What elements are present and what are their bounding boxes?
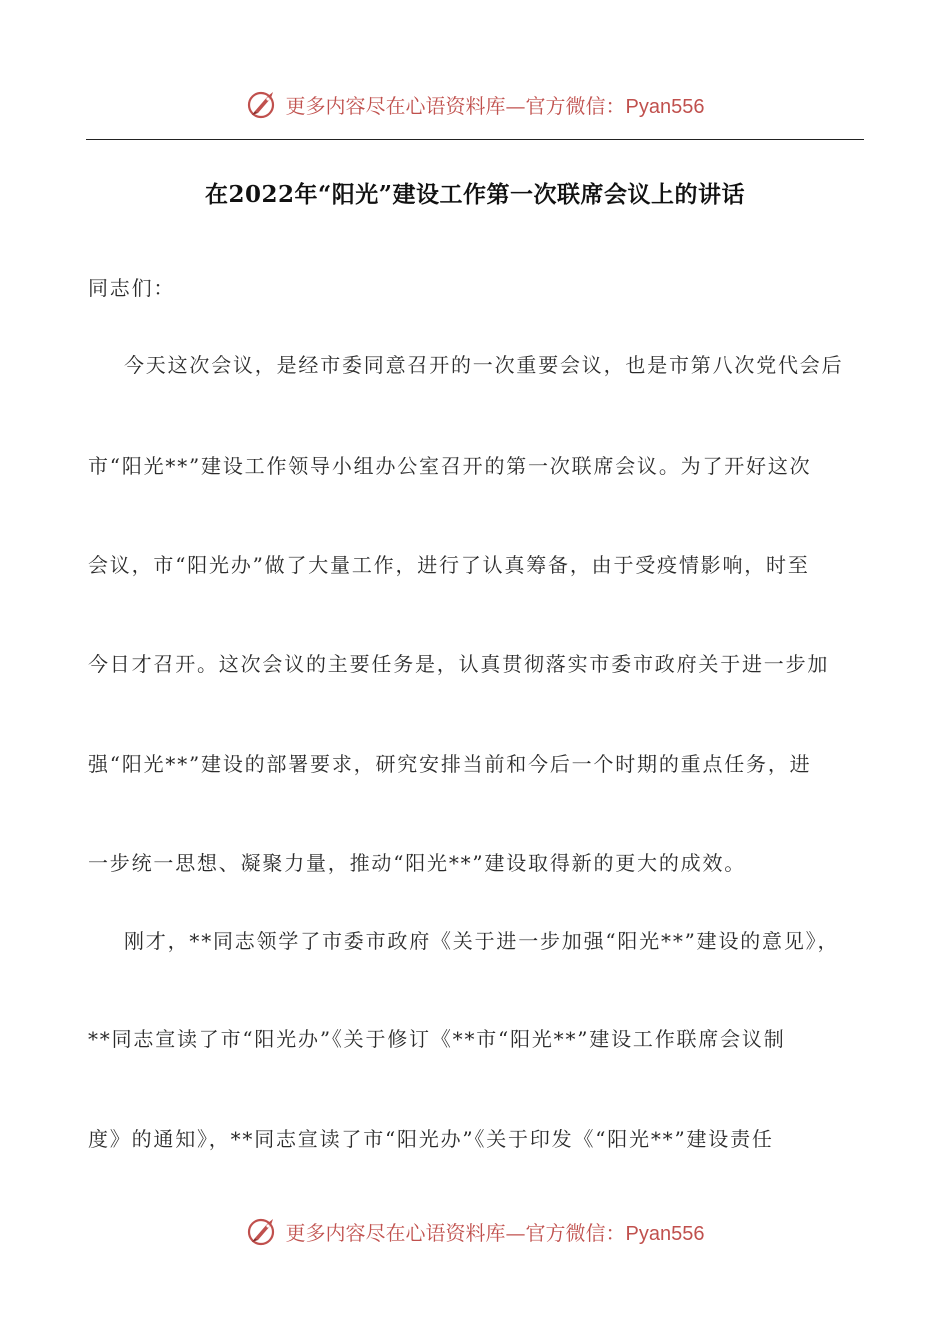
document-title: 在2022年“阳光”建设工作第一次联席会议上的讲话	[205, 181, 745, 208]
body-line: 市“阳光**”建设工作领导小组办公室召开的第一次联席会议。为了开好这次	[88, 454, 812, 478]
footer-watermark	[0, 1211, 950, 1251]
header-divider	[86, 139, 864, 140]
watermark-wechat-id: Pyan556	[625, 95, 705, 118]
body-line: 今日才召开。这次会议的主要任务是，认真贯彻落实市委市政府关于进一步加	[88, 652, 830, 676]
watermark-wechat-id: Pyan556	[625, 1222, 705, 1245]
pen-nib-logo-icon	[246, 1214, 280, 1248]
body-line: 强“阳光**”建设的部署要求，研究安排当前和今后一个时期的重点任务，进	[88, 752, 812, 776]
salutation: 同志们：	[88, 276, 176, 300]
body-line: 会议，市“阳光办”做了大量工作，进行了认真筹备，由于受疫情影响，时至	[88, 553, 810, 577]
pen-nib-logo-icon	[246, 87, 280, 121]
body-line: 度》的通知》，**同志宣读了市“阳光办”《关于印发《“阳光**”建设责任	[88, 1127, 774, 1151]
watermark-text	[286, 1217, 705, 1246]
body-line: 一步统一思想、凝聚力量，推动“阳光**”建设取得新的更大的成效。	[88, 851, 747, 875]
header-watermark	[0, 84, 950, 124]
body-line: 今天这次会议，是经市委同意召开的一次重要会议，也是市第八次党代会后	[124, 353, 844, 377]
watermark-main-text: 更多内容尽在心语资料库—官方微信：	[285, 93, 626, 118]
watermark-main-text: 更多内容尽在心语资料库—官方微信：	[285, 1220, 626, 1245]
watermark-text	[286, 90, 705, 119]
body-line: **同志宣读了市“阳光办”《关于修订《**市“阳光**”建设工作联席会议制	[88, 1027, 786, 1051]
body-line: 刚才，**同志领学了市委市政府《关于进一步加强“阳光**”建设的意见》，	[124, 929, 840, 953]
